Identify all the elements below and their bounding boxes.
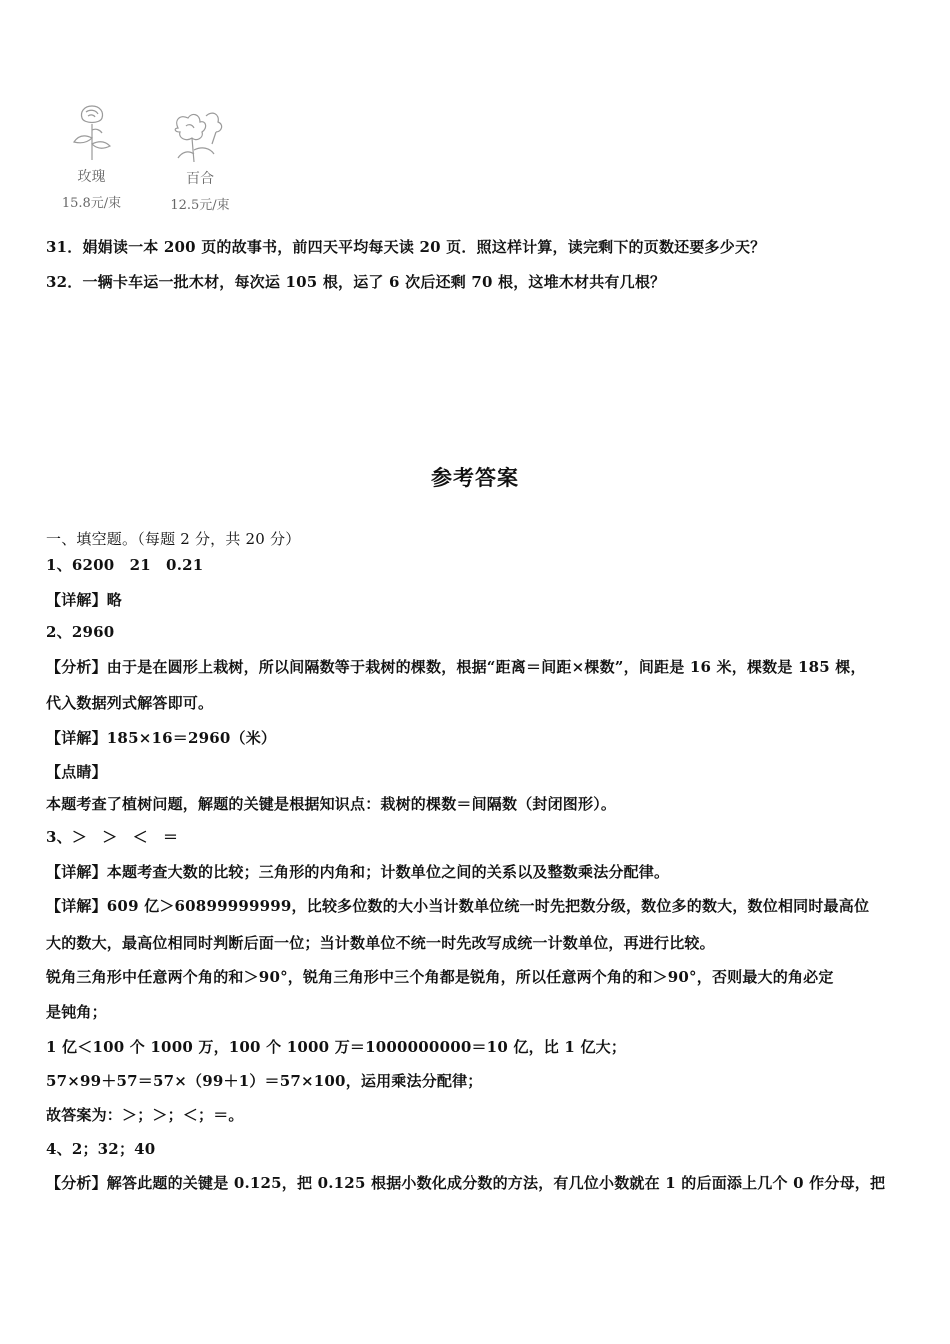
answer-line: 2、2960 [46, 623, 115, 641]
rose-icon [62, 100, 122, 162]
rose-price: 15.8元/束 [61, 196, 122, 211]
answer-line: 4、2；32；40 [46, 1140, 156, 1158]
answer-line: 【分析】由于是在圆形上栽树，所以间隔数等于栽树的棵数，根据“距离＝间距×棵数”，间距是 16 米，棵数是 185 棵， [46, 658, 866, 676]
lily-price: 12.5元/束 [170, 198, 230, 213]
answer-line: 【点睛】 [46, 763, 107, 781]
lily-name: 百合 [186, 171, 214, 187]
answer-line: 锐角三角形中任意两个角的和＞90°，锐角三角形中三个角都是锐角，所以任意两个角的和＞90°，否则最大的角必定 [46, 968, 834, 986]
answer-line: 【分析】解答此题的关键是 0.125，把 0.125 根据小数化成分数的方法，有几位小数就在 1 的后面添上几个 0 作分母，把 [46, 1174, 886, 1192]
answer-line: 【详解】本题考查大数的比较；三角形的内角和；计数单位之间的关系以及整数乘法分配律。 [46, 863, 670, 881]
answer-line: 是钝角； [46, 1003, 107, 1021]
answer-line: 3、＞ ＞ ＜ ＝ [46, 828, 179, 846]
answer-line: 本题考查了植树问题，解题的关键是根据知识点：栽树的棵数＝间隔数（封闭图形）。 [46, 795, 617, 813]
lily-icon [164, 108, 236, 164]
question-31: 31．娟娟读一本 200 页的故事书，前四天平均每天读 20 页．照这样计算，读完剩下的页数还要多少天？ [46, 238, 766, 256]
answer-line: 57×99＋57＝57×（99＋1）＝57×100，运用乘法分配律； [46, 1072, 483, 1090]
question-32: 32．一辆卡车运一批木材，每次运 105 根，运了 6 次后还剩 70 根，这堆木材共有几根？ [46, 273, 666, 291]
answer-line: 1 亿＜100 个 1000 万，100 个 1000 万＝1000000000＝10 亿，比 1 亿大； [46, 1038, 627, 1056]
answer-line: 【详解】略 [46, 591, 123, 609]
rose-figure [44, 100, 139, 211]
answer-line: 代入数据列式解答即可。 [46, 694, 214, 712]
lily-figure [150, 108, 250, 213]
answer-line: 1、6200 21 0.21 [46, 556, 204, 574]
answer-line: 故答案为：＞；＞；＜；＝。 [46, 1106, 244, 1124]
rose-name: 玫瑰 [77, 169, 106, 185]
section-heading: 一、填空题。（每题 2 分，共 20 分） [46, 530, 301, 548]
answer-line: 【详解】185×16＝2960（米） [46, 729, 277, 747]
answer-line: 【详解】609 亿＞60899999999，比较多位数的大小当计数单位统一时先把数分级，数位多的数大，数位相同时最高位 [46, 897, 870, 915]
answer-title: 参考答案 [431, 465, 519, 490]
answer-line: 大的数大，最高位相同时判断后面一位；当计数单位不统一时先改写成统一计数单位，再进行比较。 [46, 934, 715, 952]
